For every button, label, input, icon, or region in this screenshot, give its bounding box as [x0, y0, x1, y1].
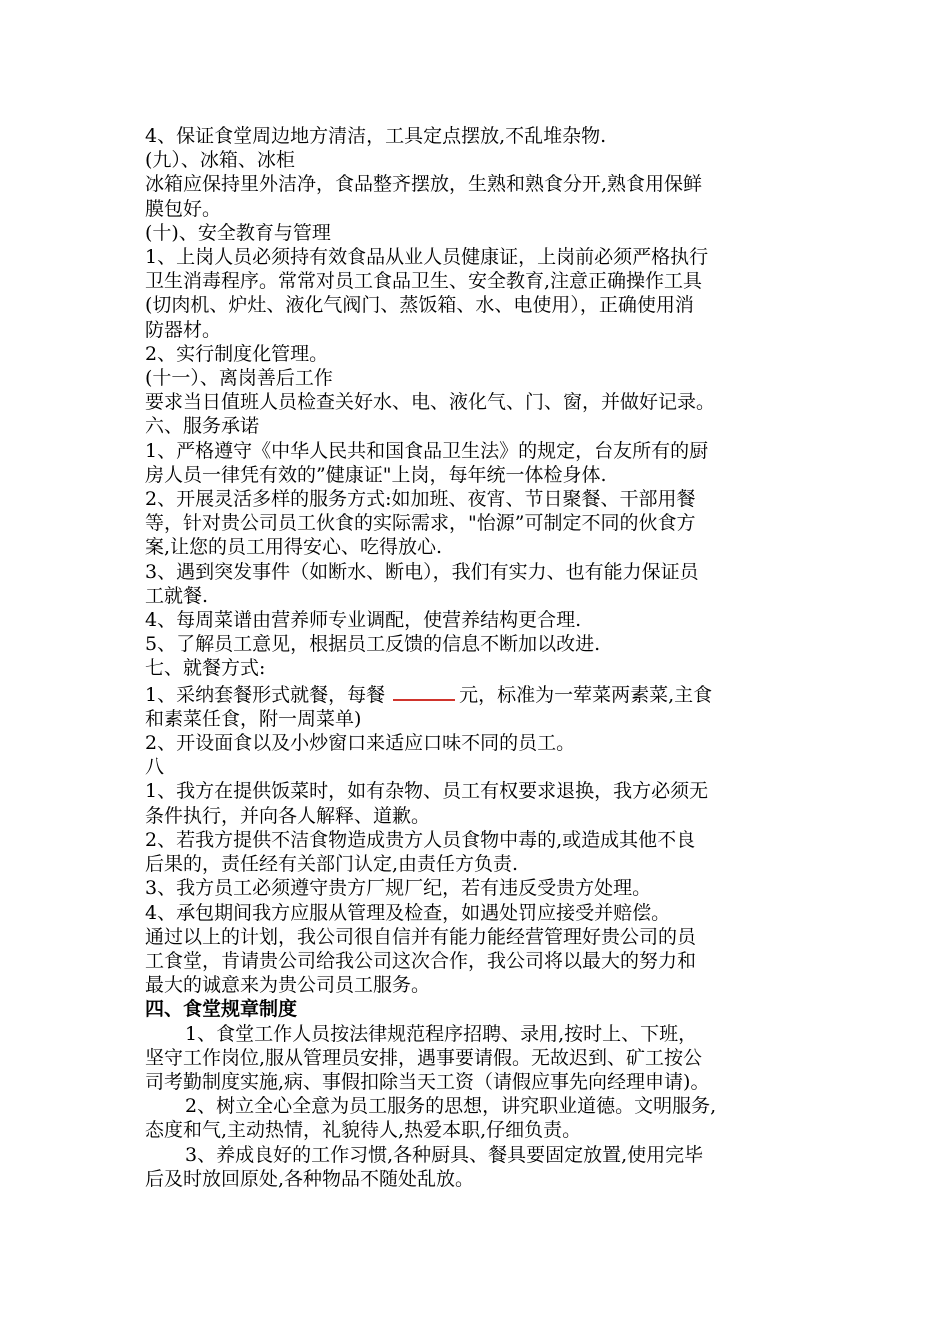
text-line: 4、每周菜谱由营养师专业调配，使营养结构更合理.: [145, 609, 582, 632]
rule-line: 态度和气,主动热情，礼貌待人,热爱本职,仔细负责。: [145, 1119, 582, 1142]
section-heading: 六、服务承诺: [145, 415, 260, 438]
text-line: 2、开设面食以及小炒窗口来适应口味不同的员工。: [145, 732, 576, 755]
text-line: 2、开展灵活多样的服务方式:如加班、夜宵、节日聚餐、干部用餐: [145, 488, 696, 511]
text-line: 房人员一律凭有效的”健康证"上岗，每年统一体检身体.: [145, 463, 607, 486]
text-line: 案,让您的员工用得安心、吃得放心.: [145, 536, 443, 559]
section-heading: 七、就餐方式:: [145, 657, 266, 680]
text-line: 工食堂，肯请贵公司给我公司这次合作，我公司将以最大的努力和: [145, 949, 697, 972]
meal-line-suffix: 元，标准为一荤菜两素菜,主食: [459, 683, 713, 706]
text-line: 膜包好。: [145, 197, 222, 220]
text-line: 2、若我方提供不洁食物造成贵方人员食物中毒的,或造成其他不良: [145, 828, 696, 851]
rule-line: 坚守工作岗位,服从管理员安排，遇事要请假。无故迟到、矿工按公: [145, 1046, 703, 1069]
rule-first-line: 3、养成良好的工作习惯,各种厨具、餐具要固定放置,使用完毕: [185, 1143, 704, 1166]
price-blank-field[interactable]: [393, 681, 455, 701]
rule-line: 后及时放回原处,各种物品不随处乱放。: [145, 1167, 475, 1190]
text-line: 条件执行，并向各人解释、道歉。: [145, 804, 431, 827]
text-line: 1、上岗人员必须持有效食品从业人员健康证，上岗前必须严格执行: [145, 246, 709, 269]
text-line: 4、保证食堂周边地方清洁，工具定点摆放,不乱堆杂物.: [145, 125, 607, 147]
text-line: 5、了解员工意见，根据员工反馈的信息不断加以改进.: [145, 633, 601, 656]
text-line: 1、严格遵守《中华人民共和国食品卫生法》的规定，台友所有的厨: [145, 439, 709, 462]
text-line: 3、我方员工必须遵守贵方厂规厂纪，若有违反受贵方处理。: [145, 877, 652, 900]
text-line: 2、实行制度化管理。: [145, 342, 329, 365]
text-line: 要求当日值班人员检查关好水、电、液化气、门、窗，并做好记录。: [145, 391, 716, 414]
subsection-heading: (九）、冰箱、冰柜: [145, 149, 295, 172]
text-line: 1、我方在提供饭菜时，如有杂物、员工有权要求退换，我方必须无: [145, 780, 709, 803]
text-line: 工就餐.: [145, 584, 209, 607]
rule-line: 司考勤制度实施,病、事假扣除当天工资（请假应事先向经理申请)。: [145, 1070, 710, 1093]
text-line: 后果的，责任经有关部门认定,由责任方负责.: [145, 853, 519, 876]
section-heading-bold: 四、食堂规章制度: [145, 998, 298, 1021]
text-line: 通过以上的计划，我公司很自信并有能力能经营管理好贵公司的员: [145, 925, 697, 948]
text-line: 最大的诚意来为贵公司员工服务。: [145, 974, 431, 997]
text-line: 冰箱应保持里外洁净，食品整齐摆放，生熟和熟食分开,熟食用保鲜: [145, 173, 703, 196]
meal-price-line: [145, 681, 817, 707]
rule-first-line: 2、树立全心全意为员工服务的思想，讲究职业道德。文明服务,: [185, 1095, 717, 1118]
text-line: 卫生消毒程序。常常对员工食品卫生、安全教育,注意正确操作工具: [145, 270, 703, 293]
text-line: 等，针对贵公司员工伙食的实际需求，"怡源”可制定不同的伙食方: [145, 512, 696, 535]
text-line: 防器材。: [145, 318, 222, 341]
rule-first-line: 1、食堂工作人员按法律规范程序招聘、录用,按时上、下班，: [185, 1022, 698, 1045]
subsection-heading: (十一）、离岗善后工作: [145, 367, 333, 390]
subsection-heading: (十)、安全教育与管理: [145, 221, 331, 244]
section-heading: 八: [145, 756, 165, 779]
text-line: (切肉机、炉灶、液化气阀门、蒸饭箱、水、电使用），正确使用消: [145, 294, 694, 317]
text-line: 和素菜任食，附一周菜单): [145, 707, 362, 730]
text-line: 4、承包期间我方应服从管理及检查，如遇处罚应接受并赔偿。: [145, 901, 671, 924]
meal-line-prefix: 1、采纳套餐形式就餐，每餐: [145, 683, 386, 706]
document-page: [145, 124, 817, 1191]
text-line: 3、遇到突发事件（如断水、断电），我们有实力、也有能力保证员: [145, 560, 699, 583]
